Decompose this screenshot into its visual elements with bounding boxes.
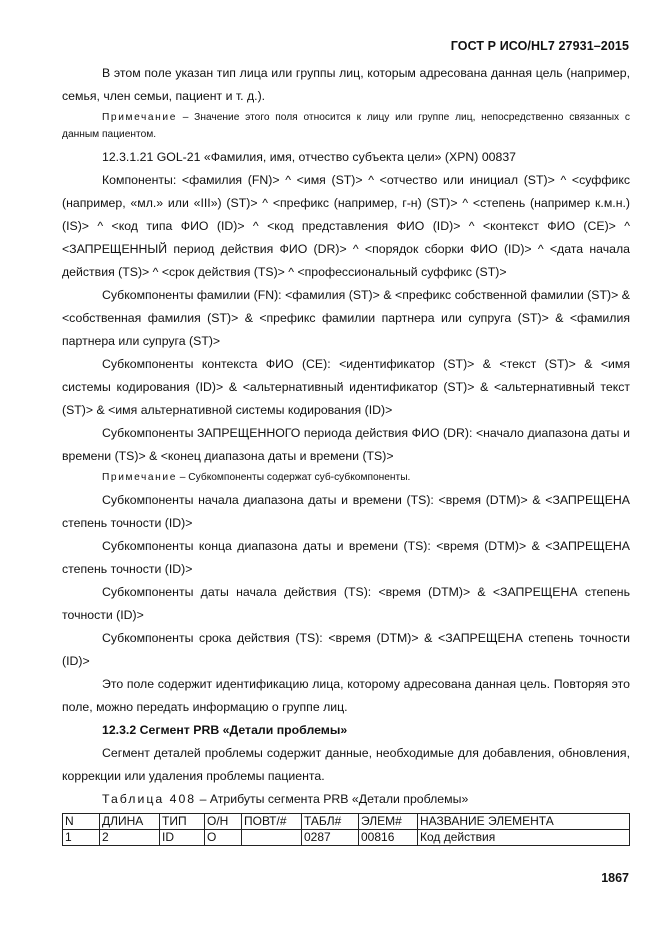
section-heading-bold: 12.3.2 Сегмент PRB «Детали проблемы» (102, 723, 348, 737)
paragraph: Субкомпоненты срока действия (TS): <время (DTM)> & <ЗАПРЕЩЕНА степень точности (ID)> (62, 631, 630, 668)
attributes-table (62, 813, 630, 846)
table-cell: 2 (100, 830, 160, 846)
note-label: Примечание (102, 112, 177, 123)
note (62, 109, 630, 143)
document-body (62, 62, 630, 846)
column-header: О/Н (205, 814, 242, 830)
column-header: НАЗВАНИЕ ЭЛЕМЕНТА (418, 814, 630, 830)
note-label: Примечание (102, 472, 177, 483)
column-header: ДЛИНА (100, 814, 160, 830)
paragraph: Субкомпоненты ЗАПРЕЩЕННОГО периода действия ФИО (DR): <начало диапазона даты и времени (TS)> & <конец диапазона даты и времени (TS)> (62, 426, 630, 463)
page-number: 1867 (601, 871, 629, 885)
paragraph: Сегмент деталей проблемы содержит данные, необходимые для добавления, обновления, коррекции или удаления проблемы пациента. (62, 746, 630, 783)
paragraph: Субкомпоненты начала диапазона даты и времени (TS): <время (DTM)> & <ЗАПРЕЩЕНА степень точности (ID)> (62, 493, 630, 530)
column-header: ТАБЛ# (302, 814, 359, 830)
table-cell: О (205, 830, 242, 846)
table-header-row (63, 814, 630, 830)
table-cell: 0287 (302, 830, 359, 846)
note (62, 469, 630, 486)
table-cell: ID (160, 830, 205, 846)
table-row (63, 830, 630, 846)
table-cell: Код действия (418, 830, 630, 846)
column-header: ПОВТ/# (242, 814, 302, 830)
table-caption-label: Таблица 408 (102, 792, 197, 806)
paragraph: Компоненты: <фамилия (FN)> ^ <имя (ST)> ^ <отчество или инициал (ST)> ^ <суффикс (например, «мл.» или «III») (ST)> ^ <префикс (например, г-н) (ST)> ^ <степень (например к.м.н.) (IS)> ^ <код типа ФИО (ID)> ^ <код представления ФИО (ID)> ^ <контекст ФИО (CE)> ^ <ЗАПРЕЩЕННЫЙ период действия ФИО (DR)> ^ <порядок сборки ФИО (ID)> ^ <дата начала действия (TS)> ^ <срок действия (TS)> ^ <профессиональный суффикс (ST)> (62, 173, 630, 279)
table-caption (62, 788, 630, 811)
paragraph: В этом поле указан тип лица или группы лиц, которым адресована данная цель (например, семья, член семьи, пациент и т. д.). (62, 66, 630, 103)
section-heading: 12.3.1.21 GOL-21 «Фамилия, имя, отчество субъекта цели» (XPN) 00837 (102, 150, 517, 164)
paragraph: Это поле содержит идентификацию лица, которому адресована данная цель. Повторяя это поле, можно передать информацию о группе лиц. (62, 677, 630, 714)
table-caption-text: – Атрибуты сегмента PRB «Детали проблемы» (196, 792, 469, 806)
paragraph: Субкомпоненты фамилии (FN): <фамилия (ST)> & <префикс собственной фамилии (ST)> & <собственная фамилия (ST)> & <префикс фамилии партнера или супруга (ST)> & <фамилия партнера или супруга (ST)> (62, 288, 630, 348)
note-text: – Значение этого поля относится к лицу или группе лиц, непосредственно связанных с данным пациентом. (62, 112, 630, 140)
table-cell (242, 830, 302, 846)
paragraph: Субкомпоненты контекста ФИО (CE): <идентификатор (ST)> & <текст (ST)> & <имя системы кодирования (ID)> & <альтернативный идентификатор (ST)> & <альтернативный текст (ST)> & <имя альтернативной системы кодирования (ID)> (62, 357, 630, 417)
note-text: – Субкомпоненты содержат суб-субкомпоненты. (176, 472, 411, 483)
document-header: ГОСТ Р ИСО/HL7 27931–2015 (450, 39, 629, 53)
table-cell: 1 (63, 830, 100, 846)
column-header: N (63, 814, 100, 830)
column-header: ЭЛЕМ# (359, 814, 418, 830)
paragraph: Субкомпоненты конца диапазона даты и времени (TS): <время (DTM)> & <ЗАПРЕЩЕНА степень точности (ID)> (62, 539, 630, 576)
table-cell: 00816 (359, 830, 418, 846)
column-header: ТИП (160, 814, 205, 830)
paragraph: Субкомпоненты даты начала действия (TS): <время (DTM)> & <ЗАПРЕЩЕНА степень точности (ID)> (62, 585, 630, 622)
